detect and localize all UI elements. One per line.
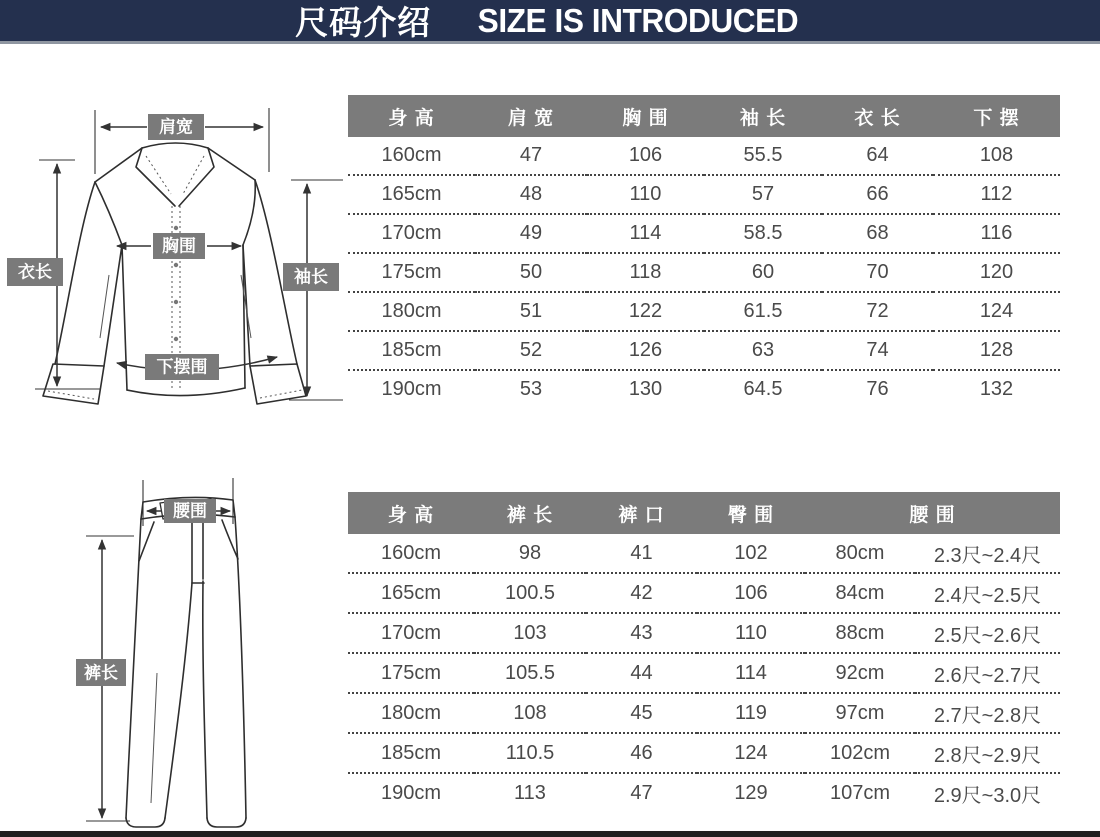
- table-cell: 124: [697, 733, 805, 773]
- chest-measure: [117, 233, 241, 259]
- table-row: [348, 214, 1060, 253]
- table-row: [348, 733, 1060, 773]
- table-cell: 76: [866, 378, 889, 400]
- table-cell: 72: [822, 292, 933, 331]
- table-cell: 58.5: [704, 214, 822, 253]
- table-cell: 119: [697, 693, 805, 733]
- table-cell: 92cm: [805, 653, 915, 693]
- shirt-measurement-diagram: [5, 60, 345, 412]
- table-cell: 102cm: [805, 733, 915, 773]
- table-cell: 129: [734, 781, 768, 804]
- table-cell: 102: [697, 534, 805, 573]
- waist-measure: [143, 478, 233, 526]
- table-cell: 114: [587, 214, 704, 253]
- table-cell: 2.3尺~2.4尺: [915, 534, 1060, 573]
- table-cell: 80cm: [805, 534, 915, 573]
- table-row: [348, 253, 1060, 292]
- table-row: [348, 137, 1060, 175]
- table-cell: 110.5: [474, 733, 586, 773]
- table-cell: 122: [587, 292, 704, 331]
- table-cell: 170cm: [348, 613, 474, 653]
- garment-length-label: 衣长: [18, 262, 52, 282]
- column-header-length: 衣 长: [822, 95, 933, 137]
- table-cell: 108: [933, 137, 1060, 175]
- table-cell: 2.4尺~2.5尺: [915, 573, 1060, 613]
- table-cell: 128: [933, 331, 1060, 370]
- pants-length-measure: [76, 536, 134, 821]
- banner-title-en: SIZE IS INTRODUCED: [477, 1, 799, 39]
- table-cell: 48: [475, 175, 587, 214]
- hem-label: 下摆围: [156, 357, 208, 377]
- table-cell: 49: [475, 214, 587, 253]
- table-cell: 41: [586, 534, 697, 573]
- table-cell: 190cm: [380, 781, 442, 804]
- pants-table-header-row: [348, 492, 1060, 534]
- bottom-divider-bar: [0, 831, 1100, 837]
- sleeve-length-measure: [283, 180, 343, 400]
- table-cell: 2.9尺~3.0尺: [933, 784, 1042, 807]
- table-cell: 124: [933, 292, 1060, 331]
- table-cell: 180cm: [348, 292, 475, 331]
- shoulder-width-label: 肩宽: [159, 117, 193, 137]
- table-row: [348, 331, 1060, 370]
- table-cell: 66: [822, 175, 933, 214]
- column-header-height: 身 高: [348, 95, 475, 137]
- table-cell: 97cm: [805, 693, 915, 733]
- table-cell: 108: [474, 693, 586, 733]
- table-row: [348, 175, 1060, 214]
- table-cell: 105.5: [474, 653, 586, 693]
- table-cell: 118: [587, 253, 704, 292]
- table-cell: 47: [630, 781, 653, 804]
- table-row: [348, 693, 1060, 733]
- pants-length-label: 裤长: [84, 663, 118, 683]
- table-cell: 2.5尺~2.6尺: [915, 613, 1060, 653]
- column-header-height: 身 高: [348, 492, 474, 534]
- table-cell: 50: [475, 253, 587, 292]
- table-cell: 88cm: [805, 613, 915, 653]
- pants-measurement-diagram: [40, 473, 350, 835]
- table-cell: 126: [587, 331, 704, 370]
- column-header-pants-length: 裤 长: [474, 492, 586, 534]
- pants-drawing: [126, 497, 246, 827]
- chest-label: 胸围: [162, 236, 196, 256]
- table-cell: 170cm: [348, 214, 475, 253]
- table-cell: 175cm: [348, 653, 474, 693]
- table-cell: 116: [933, 214, 1060, 253]
- table-cell: 112: [933, 175, 1060, 214]
- shirt-size-table: [348, 95, 1060, 408]
- table-cell: 160cm: [348, 137, 475, 175]
- table-cell: 98: [474, 534, 586, 573]
- table-cell: 107cm: [829, 781, 891, 804]
- table-cell: 68: [822, 214, 933, 253]
- table-cell: 43: [586, 613, 697, 653]
- table-cell: 175cm: [348, 253, 475, 292]
- table-cell: 84cm: [805, 573, 915, 613]
- table-cell: 64.5: [743, 378, 783, 400]
- column-header-chest: 胸 围: [587, 95, 704, 137]
- table-cell: 190cm: [381, 378, 442, 400]
- table-cell: 106: [697, 573, 805, 613]
- table-cell: 51: [475, 292, 587, 331]
- table-row: [348, 773, 1060, 812]
- table-cell: 52: [475, 331, 587, 370]
- table-cell: 60: [704, 253, 822, 292]
- table-cell: 64: [822, 137, 933, 175]
- shirt-table-header-row: [348, 95, 1060, 137]
- sleeve-length-label: 袖长: [294, 267, 328, 287]
- table-cell: 160cm: [348, 534, 474, 573]
- table-cell: 130: [628, 378, 663, 400]
- table-cell: 55.5: [704, 137, 822, 175]
- table-cell: 103: [474, 613, 586, 653]
- table-cell: 114: [697, 653, 805, 693]
- column-header-hip: 臀 围: [697, 492, 805, 534]
- table-cell: 42: [586, 573, 697, 613]
- table-row: [348, 613, 1060, 653]
- table-cell: 110: [587, 175, 704, 214]
- column-header-shoulder: 肩 宽: [475, 95, 587, 137]
- table-cell: 63: [704, 331, 822, 370]
- table-cell: 2.7尺~2.8尺: [915, 693, 1060, 733]
- table-row: [348, 534, 1060, 573]
- table-cell: 2.6尺~2.7尺: [915, 653, 1060, 693]
- table-cell: 110: [697, 613, 805, 653]
- table-row: [348, 573, 1060, 613]
- table-cell: 165cm: [348, 175, 475, 214]
- column-header-hem: 下 摆: [933, 95, 1060, 137]
- column-header-waist: 腰 围: [805, 492, 1060, 534]
- column-header-leg-opening: 裤 口: [586, 492, 697, 534]
- table-cell: 132: [979, 378, 1014, 400]
- banner: [0, 0, 1100, 44]
- table-cell: 53: [519, 378, 543, 400]
- table-cell: 113: [514, 781, 546, 804]
- pants-size-table: [348, 492, 1060, 812]
- table-cell: 185cm: [348, 331, 475, 370]
- table-cell: 165cm: [348, 573, 474, 613]
- garment-length-measure: [7, 160, 101, 389]
- banner-title-zh: 尺码介绍: [295, 4, 432, 41]
- hem-measure: [117, 354, 277, 380]
- table-cell: 2.8尺~2.9尺: [915, 733, 1060, 773]
- table-cell: 106: [587, 137, 704, 175]
- table-cell: 44: [586, 653, 697, 693]
- table-row: [348, 653, 1060, 693]
- table-cell: 46: [586, 733, 697, 773]
- table-cell: 45: [586, 693, 697, 733]
- table-cell: 180cm: [348, 693, 474, 733]
- table-row: [348, 292, 1060, 331]
- table-cell: 61.5: [704, 292, 822, 331]
- table-cell: 185cm: [348, 733, 474, 773]
- table-cell: 100.5: [474, 573, 586, 613]
- table-cell: 120: [933, 253, 1060, 292]
- table-row: [348, 370, 1060, 408]
- table-cell: 47: [475, 137, 587, 175]
- table-cell: 57: [704, 175, 822, 214]
- column-header-sleeve: 袖 长: [704, 95, 822, 137]
- waist-label: 腰围: [173, 501, 207, 521]
- table-cell: 74: [822, 331, 933, 370]
- table-cell: 70: [822, 253, 933, 292]
